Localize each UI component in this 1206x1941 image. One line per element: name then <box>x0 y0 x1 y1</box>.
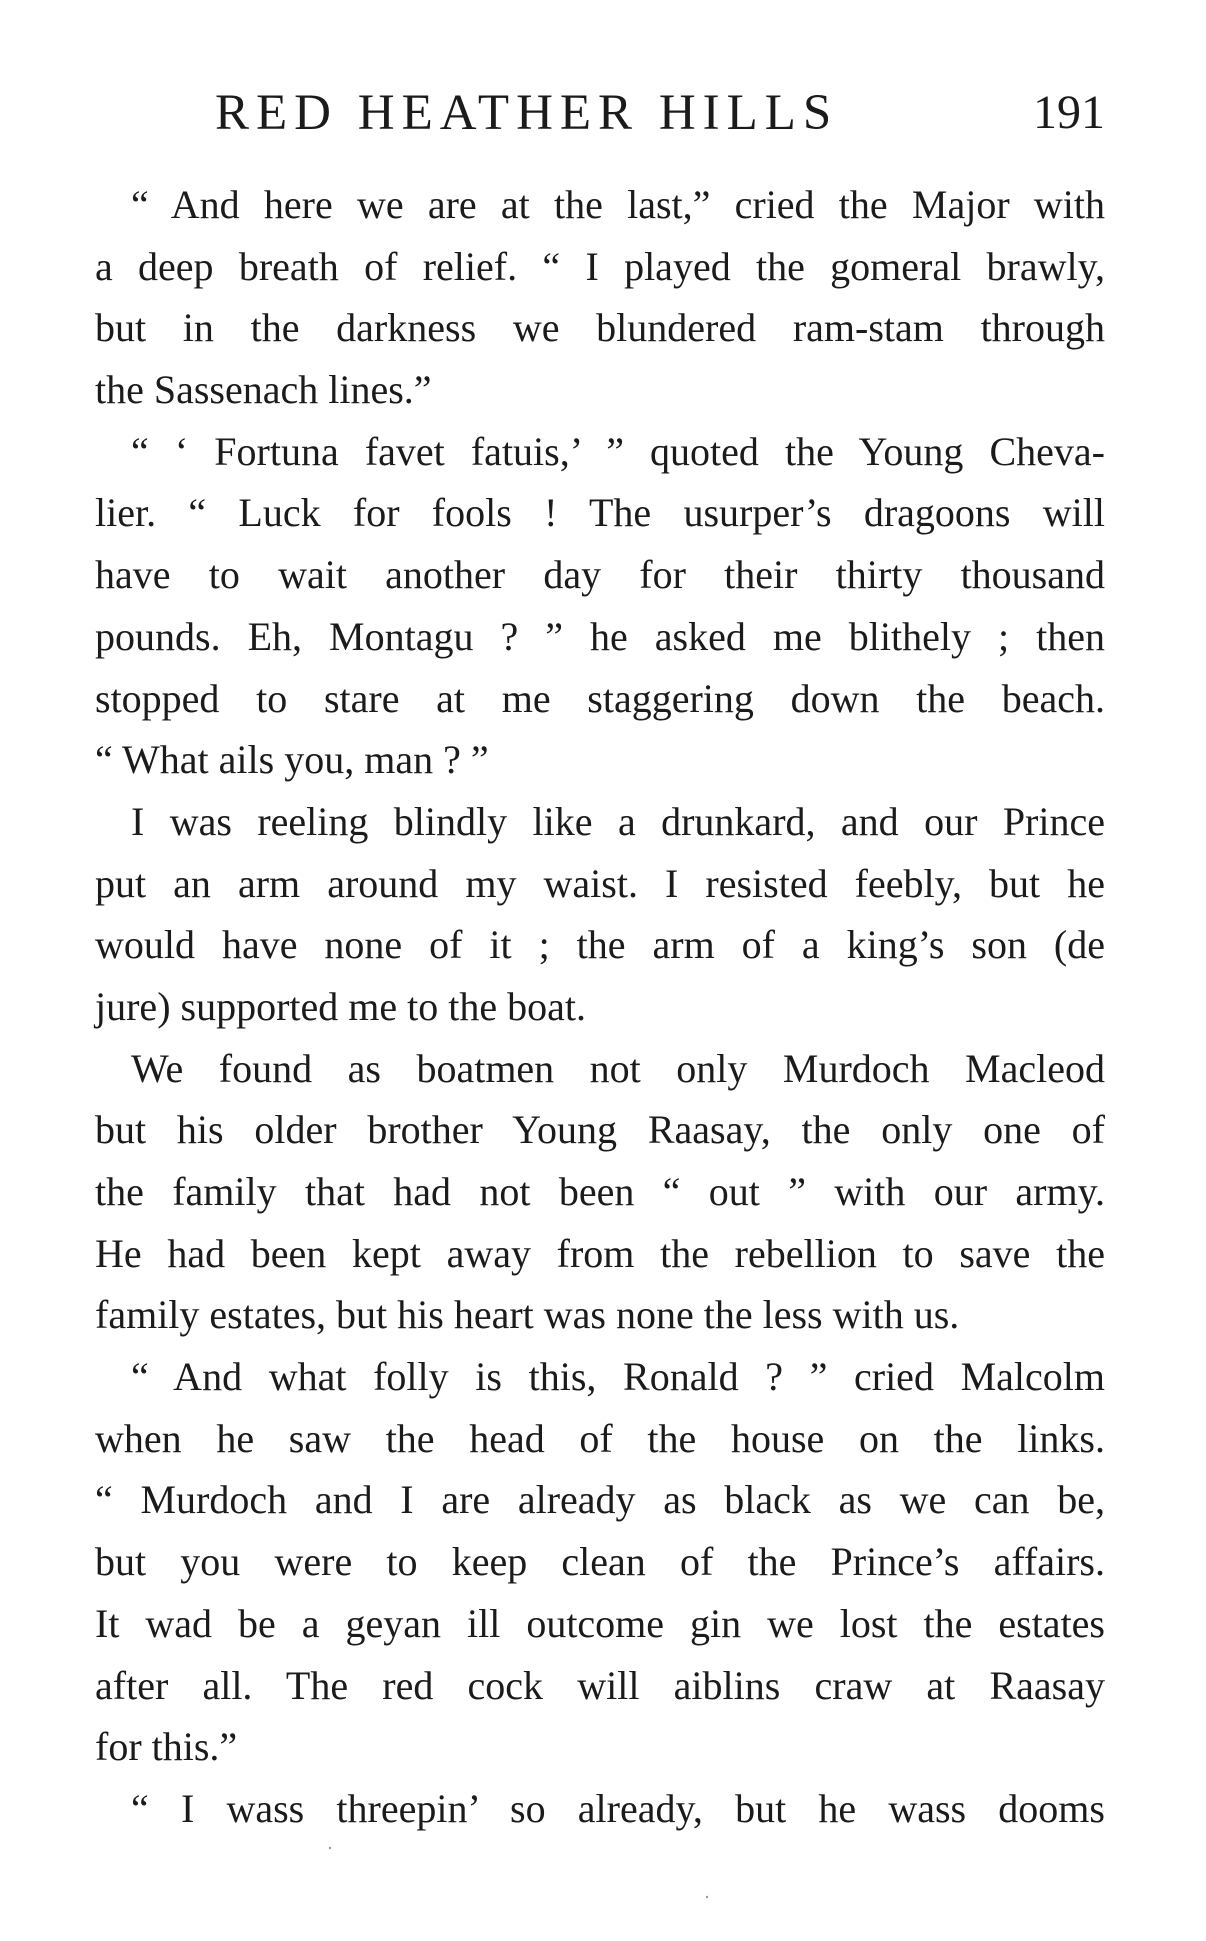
text-line: family estates, but his heart was none the less with us. <box>95 1292 960 1338</box>
text-line: stopped to stare at me staggering down the beach. <box>95 675 1105 721</box>
text-line: “ Murdoch and I are already as black as we can be, <box>95 1477 1105 1523</box>
text-line: put an arm around my waist. I resisted feebly, but he <box>95 860 1105 906</box>
page-number: 191 <box>1033 86 1105 139</box>
text-line: “ ‘ Fortuna favet fatuis,’ ” quoted the Young Cheva- <box>131 428 1105 474</box>
text-line: a deep breath of relief. “ I played the gomeral brawly, <box>95 243 1105 289</box>
text-line: for this.” <box>95 1724 238 1770</box>
text-line: jure) supported me to the boat. <box>95 983 586 1029</box>
text-line: “ And what folly is this, Ronald ? ” cried Malcolm <box>131 1354 1105 1400</box>
text-line: but his older brother Young Raasay, the only one of <box>95 1107 1105 1153</box>
text-line: pounds. Eh, Montagu ? ” he asked me blithely ; then <box>95 613 1105 659</box>
text-line: have to wait another day for their thirty thousand <box>95 552 1105 598</box>
text-line: the Sassenach lines.” <box>95 367 432 413</box>
text-line: would have none of it ; the arm of a king’s son (de <box>95 922 1105 968</box>
paper-speck <box>706 1896 708 1898</box>
text-line: when he saw the head of the house on the links. <box>95 1415 1105 1461</box>
text-line: but in the darkness we blundered ram-stam through <box>95 305 1105 351</box>
text-line: “ What ails you, man ? ” <box>95 737 489 783</box>
text-line: but you were to keep clean of the Prince’s affairs. <box>95 1539 1105 1585</box>
text-line: He had been kept away from the rebellion to save the <box>95 1230 1105 1276</box>
text-line: lier. “ Luck for fools ! The usurper’s dragoons will <box>95 490 1105 536</box>
text-line: I was reeling blindly like a drunkard, and our Prince <box>131 798 1105 844</box>
running-title: RED HEATHER HILLS <box>215 85 839 141</box>
text-line: “ I wass threepin’ so already, but he wass dooms <box>131 1785 1105 1831</box>
text-line: “ And here we are at the last,” cried the Major with <box>131 182 1105 227</box>
text-line: We found as boatmen not only Murdoch Macleod <box>131 1045 1105 1091</box>
text-line: It wad be a geyan ill outcome gin we lost the estates <box>95 1600 1105 1646</box>
paper-speck <box>329 1847 331 1849</box>
text-line: the family that had not been “ out ” with our army. <box>95 1169 1105 1214</box>
text-line: after all. The red cock will aiblins craw at Raasay <box>95 1662 1105 1708</box>
